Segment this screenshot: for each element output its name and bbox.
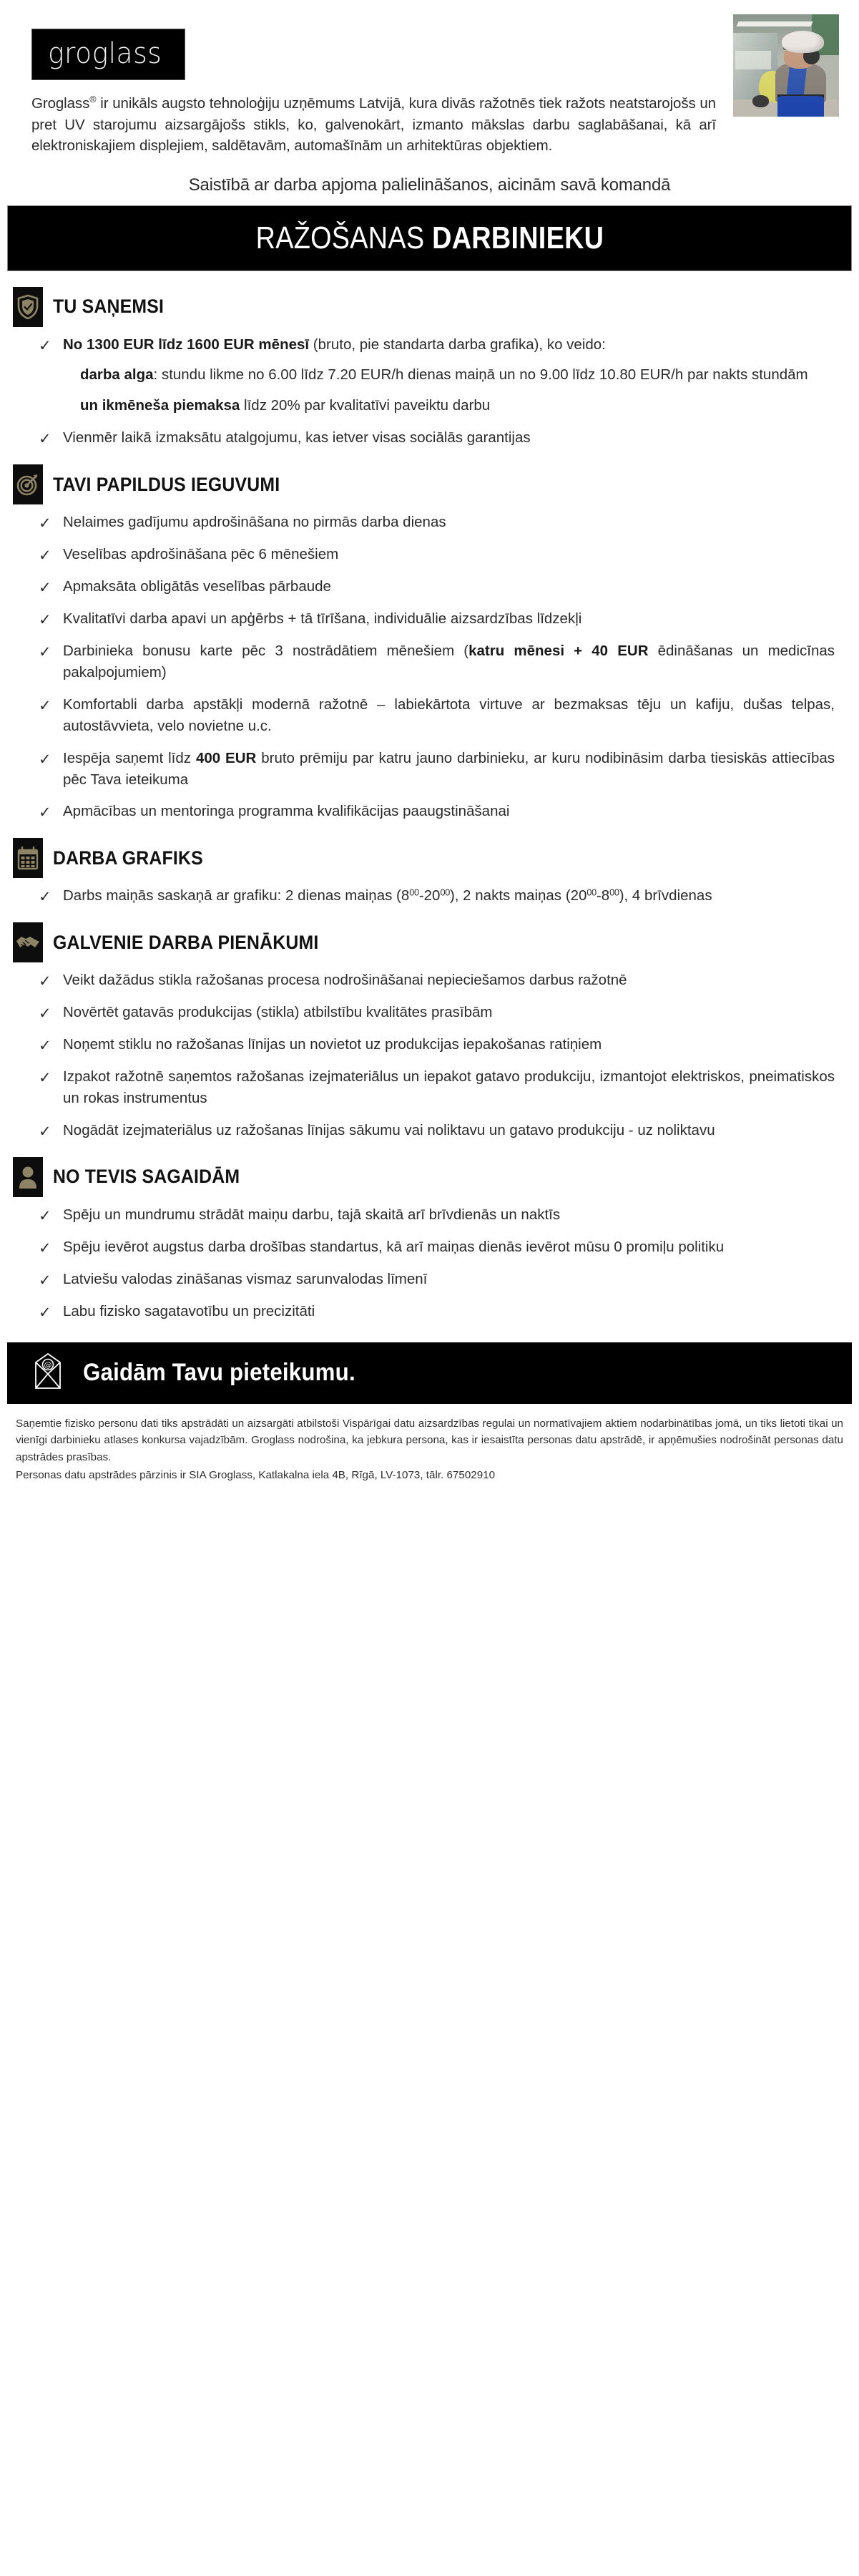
shield-check-icon (13, 287, 43, 327)
data-controller-line: Personas datu apstrādes pārzinis ir SIA Groglass, Katlakalna iela 4B, Rīgā, LV-1073, tālr. 67502910 (16, 1469, 496, 1482)
referral-post: bruto prēmiju par katru jauno darbinieku, ar kuru nodibināsim darba tiesiskās attiecības pēc Tava ieteikuma (63, 749, 835, 788)
legal-notice (0, 1404, 859, 1484)
schedule-text: Darbs maiņās saskaņā ar grafiku: 2 dienas maiņas $(8^{00}-20^{00})$, 2 nakts maiņas $(20^{00}-8^{00})$, 4 brīvdienas (63, 887, 712, 904)
list-item: ✓ Veikt dažādus stikla ražošanas procesa nodrošināšanai nepieciešamos darbus ražotnē (37, 970, 835, 991)
registered-trademark-symbol: ® (89, 94, 97, 105)
groglass-logo (31, 29, 185, 80)
handshake-icon (13, 922, 43, 962)
svg-text:@: @ (44, 1360, 52, 1370)
job-title-part1: RAŽOŠANAS (255, 220, 424, 255)
salary-sub-bonus (80, 395, 835, 416)
intro-body: ir unikāls augsto tehnoloģiju uzņēmums Latvijā, kura divās ražotnēs tiek ražots neatstarojošs un pret UV starojumu aizsargājošs stikls, ko, galvenokārt, izmanto mākslas darbu saglabāšanai, kā arī elektroniskajiem displejiem, saldētavām, automašīnām un arhitektūras objektiem. (31, 95, 716, 155)
list-item: ✓ Spēju ievērot augstus darba drošības standartus, kā arī maiņas dienās ievērot mūsu 0 promiļu politiku (37, 1236, 835, 1258)
list-item (37, 640, 835, 683)
section-galvenie-darba-pienakumi (0, 922, 859, 1141)
header-text-column (20, 13, 733, 157)
apply-banner (7, 1342, 852, 1404)
list-item: ✓ Spēju un mundrumu strādāt maiņu darbu, tajā skaitā arī brīvdienās un naktīs (37, 1204, 835, 1226)
time-minutes-superscript: 00 (440, 887, 450, 898)
list-item: ✓ Labu fizisko sagatavotību un precizitāti (37, 1301, 835, 1322)
time-minutes-superscript: 00 (409, 887, 419, 898)
schedule-list (13, 885, 838, 907)
time-minutes-superscript: 00 (586, 887, 597, 898)
groglass-logo-text: groglass (48, 37, 162, 70)
invitation-line: Saistībā ar darba apjoma palielināšanos, aicinām savā komandā (188, 175, 671, 195)
referral-pre: Iespēja saņemt līdz (63, 749, 196, 766)
section-tavi-papildus-ieguvumi (0, 464, 859, 822)
target-arrow-icon (13, 464, 43, 504)
section-tu-sanemsi (0, 287, 859, 449)
intro-paragraph (31, 93, 716, 157)
job-title-banner (7, 205, 852, 271)
salary-sub-text: : stundu likme no 6.00 līdz 7.20 EUR/h dienas maiņā un no 9.00 līdz 10.80 EUR/h par nakts stundām (153, 366, 808, 384)
bonus-label: un ikmēneša piemaksa (80, 397, 240, 414)
factory-worker-photo (733, 14, 839, 117)
bonus-text: līdz 20% par kvalitatīvi paveiktu darbu (240, 397, 491, 414)
list-item: ✓ Izpakot ražotnē saņemtos ražošanas izejmateriālus un iepakot gatavo produkciju, izmantojot elektriskos, pneimatiskos un rokas instrumentus (37, 1066, 835, 1109)
email-envelope-icon (31, 1352, 64, 1393)
section-no-tevis-sagaidam (0, 1157, 859, 1322)
duties-list (13, 970, 838, 1141)
list-item: ✓ Apmaksāta obligātās veselības pārbaude (37, 576, 835, 597)
extra-benefits-list (13, 512, 838, 822)
intro-company-name: Groglass (31, 95, 90, 112)
section-header (13, 287, 838, 327)
section-header (13, 838, 838, 878)
bonus-card-amount: katru mēnesi + 40 EUR (468, 642, 649, 659)
list-item: ✓ Novērtēt gatavās produkcijas (stikla) atbilstību kvalitātes prasībām (37, 1002, 835, 1023)
list-item: ✓ Noņemt stiklu no ražošanas līnijas un novietot uz produkcijas iepakošanas ratiņiem (37, 1034, 835, 1055)
list-item: ✓ Komfortabli darba apstākļi modernā ražotnē – labiekārtota virtuve ar bezmaksas tēju un kafiju, dušas telpas, autostāvvieta, velo novietne u.c. (37, 694, 835, 737)
salary-sub-hourly (80, 364, 835, 386)
list-item: ✓ Veselības apdrošināšana pēc 6 mēnešiem (37, 544, 835, 565)
job-title-part2: DARBINIEKU (431, 220, 604, 255)
section-header (13, 922, 838, 962)
bonus-card-post: ēdināšanas un medicīnas pakalpojumiem) (63, 642, 835, 680)
list-item (37, 885, 835, 907)
list-item: ✓ Nogādāt izejmateriālus uz ražošanas līnijas sākumu vai noliktavu un gatavo produkciju - uz noliktavu (37, 1120, 835, 1141)
section-title: DARBA GRAFIKS (53, 847, 203, 869)
list-item (37, 748, 835, 791)
list-item: ✓ Kvalitatīvi darba apavi un apģērbs + tā tīrīšana, individuālie aizsardzības līdzekļi (37, 608, 835, 630)
section-title: GALVENIE DARBA PIENĀKUMI (53, 931, 319, 953)
requirements-list (13, 1204, 838, 1322)
person-icon (13, 1157, 43, 1197)
section-darba-grafiks (0, 838, 859, 907)
section-title: TU SAŅEMSI (53, 296, 165, 318)
salary-note: (bruto, pie standarta darba grafika), ko veido: (309, 336, 606, 353)
calendar-icon (13, 838, 43, 878)
section-header (13, 1157, 838, 1197)
section-header (13, 464, 838, 504)
salary-sub-label: darba alga (80, 366, 154, 384)
bonus-card-pre: Darbinieka bonusu karte pēc 3 nostrādātiem mēnešiem ( (63, 642, 469, 659)
gdpr-paragraph: Saņemtie fizisko personu dati tiks apstrādāti un aizsargāti atbilstoši Vispārīgai datu aizsardzības regulai un normatīvajiem aktiem nodarbinātības jomā, un tiks lietoti tikai un vienīgi darbinieku atlases konkursa vajadzībām. Groglass nodrošina, ka jebkura persona, kas ir iesaistīta personas datu apstrādē, ir apņēmušies nodrošināt personas datu apstrādes prasības. (16, 1417, 843, 1463)
section-title: TAVI PAPILDUS IEGUVUMI (53, 473, 280, 495)
list-item: ✓ Nelaimes gadījumu apdrošināšana no pirmās darba dienas (37, 512, 835, 533)
list-item (37, 334, 835, 417)
list-item: ✓ Latviešu valodas zināšanas vismaz sarunvalodas līmenī (37, 1269, 835, 1290)
benefits-salary-list (13, 334, 838, 449)
list-item: ✓ Apmācības un mentoringa programma kvalifikācijas paaugstināšanai (37, 801, 835, 822)
header (0, 0, 859, 157)
page-title (255, 220, 604, 256)
apply-call-to-action: Gaidām Tavu pieteikumu. (83, 1359, 355, 1387)
section-title: NO TEVIS SAGAIDĀM (53, 1166, 240, 1188)
referral-amount: 400 EUR (195, 749, 257, 766)
time-minutes-superscript: 00 (609, 887, 619, 898)
list-item: ✓ Vienmēr laikā izmaksātu atalgojumu, kas ietver visas sociālās garantijas (37, 427, 835, 449)
salary-range: No 1300 EUR līdz 1600 EUR mēnesī (63, 336, 310, 353)
